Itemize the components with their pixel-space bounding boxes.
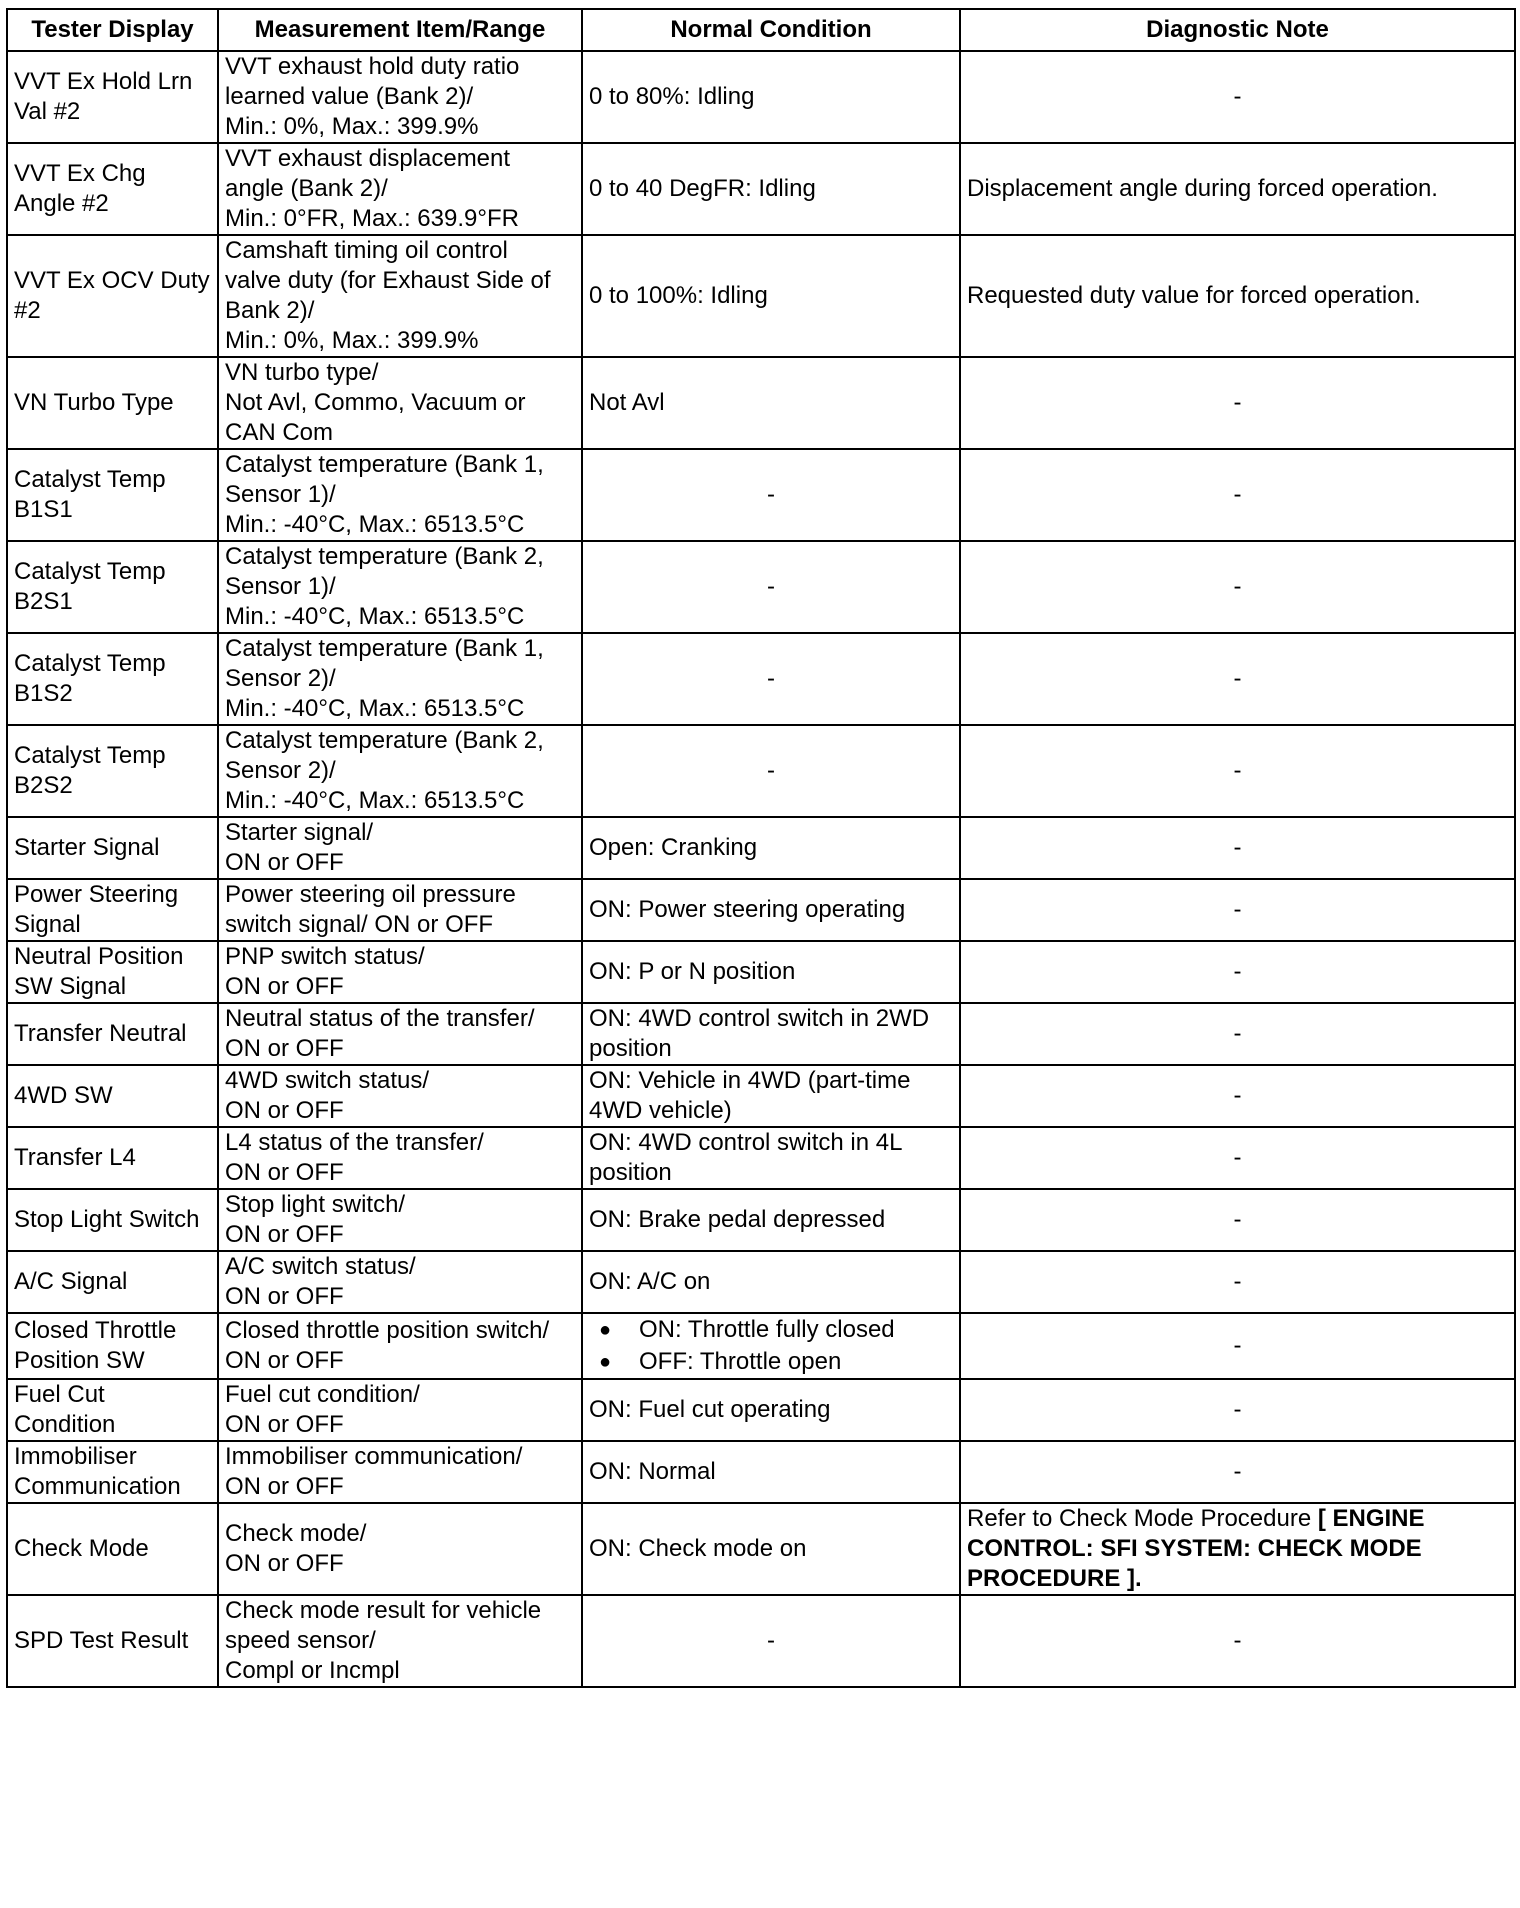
measurement-line: Power steering oil pressure [225,881,516,908]
normal-condition-cell: ON: 4WD control switch in 4L position [582,1127,960,1189]
measurement-line: Immobiliser communication/ [225,1443,523,1470]
measurement-cell [218,1441,582,1503]
measurement-line: Stop light switch/ [225,1191,406,1218]
normal-condition-cell: Not Avl [582,357,960,449]
diagnostic-note-cell: - [960,51,1515,143]
normal-condition-cell: ON: A/C on [582,1251,960,1313]
diagnostic-note-cell: Requested duty value for forced operation. [960,235,1515,357]
table-row [7,1503,1515,1595]
measurement-line: Sensor 2)/ [225,665,336,692]
measurement-line: VN turbo type/ [225,359,379,386]
measurement-line: Compl or Incmpl [225,1657,400,1684]
diagnostic-note-cell: - [960,1379,1515,1441]
measurement-line: ON or OFF [225,1347,344,1374]
measurement-line: Min.: 0°FR, Max.: 639.9°FR [225,205,519,232]
diagnostic-note-cell: Displacement angle during forced operation. [960,143,1515,235]
measurement-line: ON or OFF [225,849,344,876]
measurement-line: Neutral status of the transfer/ [225,1005,535,1032]
tester-display-cell: VVT Ex OCV Duty #2 [7,235,218,357]
measurement-line: ON or OFF [225,1473,344,1500]
tester-display-cell: SPD Test Result [7,1595,218,1687]
measurement-line: ON or OFF [225,1097,344,1124]
normal-condition-list [589,1314,953,1378]
table-row [7,633,1515,725]
diagnostic-note-cell: - [960,357,1515,449]
tester-display-cell: Immobiliser Communication [7,1441,218,1503]
measurement-line: Fuel cut condition/ [225,1381,420,1408]
measurement-line: VVT exhaust displacement [225,145,511,172]
header-row [7,9,1515,51]
tester-display-cell: Stop Light Switch [7,1189,218,1251]
diagnostic-note-cell: - [960,879,1515,941]
diagnostic-note-cell: - [960,725,1515,817]
measurement-line: learned value (Bank 2)/ [225,83,474,110]
normal-condition-cell: ON: P or N position [582,941,960,1003]
tester-display-cell: Catalyst Temp B2S2 [7,725,218,817]
tester-display-cell: VVT Ex Hold Lrn Val #2 [7,51,218,143]
bullet-item: ● OFF: Throttle open [599,1346,953,1378]
tester-display-cell: Transfer L4 [7,1127,218,1189]
diagnostic-note-cell [960,1503,1515,1595]
measurement-line: Min.: -40°C, Max.: 6513.5°C [225,695,525,722]
normal-condition-cell: ON: Power steering operating [582,879,960,941]
measurement-line: angle (Bank 2)/ [225,175,388,202]
tester-display-cell: Catalyst Temp B1S1 [7,449,218,541]
note-text: Refer to Check Mode Procedure [967,1505,1318,1532]
measurement-line: Sensor 1)/ [225,481,336,508]
measurement-line: Starter signal/ [225,819,374,846]
measurement-line: CAN Com [225,419,334,446]
diagnostic-note-cell: - [960,1313,1515,1379]
measurement-cell [218,1003,582,1065]
table-row [7,235,1515,357]
measurement-line: switch signal/ ON or OFF [225,911,494,938]
tester-display-cell: VN Turbo Type [7,357,218,449]
measurement-line: VVT exhaust hold duty ratio [225,53,520,80]
measurement-line: Min.: 0%, Max.: 399.9% [225,113,479,140]
table-row [7,1313,1515,1379]
tester-display-cell: Check Mode [7,1503,218,1595]
table-row [7,1065,1515,1127]
measurement-line: ON or OFF [225,1159,344,1186]
normal-condition-cell [582,1313,960,1379]
measurement-cell [218,1313,582,1379]
measurement-cell [218,879,582,941]
measurement-line: Catalyst temperature (Bank 2, [225,727,544,754]
measurement-line: Catalyst temperature (Bank 2, [225,543,544,570]
measurement-cell [218,235,582,357]
diagnostic-note-cell: - [960,941,1515,1003]
normal-condition-cell: ON: Check mode on [582,1503,960,1595]
diagnostic-note-cell: - [960,1065,1515,1127]
tester-display-cell: VVT Ex Chg Angle #2 [7,143,218,235]
bullet-item: ● ON: Throttle fully closed [599,1314,953,1346]
measurement-cell [218,51,582,143]
normal-condition-cell: 0 to 100%: Idling [582,235,960,357]
table-row [7,1379,1515,1441]
tester-display-cell: Fuel Cut Condition [7,1379,218,1441]
diagnostic-note-cell: - [960,817,1515,879]
normal-condition-cell: - [582,725,960,817]
measurement-cell [218,941,582,1003]
measurement-line: 4WD switch status/ [225,1067,430,1094]
measurement-cell [218,1595,582,1687]
measurement-line: Sensor 2)/ [225,757,336,784]
data-list-table [6,8,1516,1688]
diagnostic-note-cell: - [960,1127,1515,1189]
measurement-line: Camshaft timing oil control [225,237,508,264]
measurement-line: L4 status of the transfer/ [225,1129,484,1156]
table-row [7,51,1515,143]
normal-condition-cell: - [582,541,960,633]
normal-condition-cell: ON: Vehicle in 4WD (part-time 4WD vehicle) [582,1065,960,1127]
normal-condition-cell: 0 to 40 DegFR: Idling [582,143,960,235]
measurement-cell [218,633,582,725]
measurement-line: Min.: -40°C, Max.: 6513.5°C [225,511,525,538]
measurement-cell [218,817,582,879]
normal-condition-cell: ON: Fuel cut operating [582,1379,960,1441]
tester-display-cell: 4WD SW [7,1065,218,1127]
measurement-cell [218,541,582,633]
normal-condition-cell: ON: Brake pedal depressed [582,1189,960,1251]
measurement-line: ON or OFF [225,1550,344,1577]
diagnostic-note-cell: - [960,1595,1515,1687]
measurement-line: Check mode/ [225,1520,367,1547]
measurement-line: Not Avl, Commo, Vacuum or [225,389,526,416]
normal-condition-cell: - [582,449,960,541]
diagnostic-note-cell: - [960,1189,1515,1251]
table-row [7,1595,1515,1687]
normal-condition-cell: Open: Cranking [582,817,960,879]
measurement-cell [218,725,582,817]
measurement-cell [218,1503,582,1595]
tester-display-cell: Neutral Position SW Signal [7,941,218,1003]
measurement-line: ON or OFF [225,1411,344,1438]
measurement-line: ON or OFF [225,1035,344,1062]
tester-display-cell: A/C Signal [7,1251,218,1313]
diagnostic-note-cell: - [960,633,1515,725]
diagnostic-note-cell: - [960,1251,1515,1313]
measurement-cell [218,357,582,449]
tester-display-cell: Closed Throttle Position SW [7,1313,218,1379]
measurement-line: Closed throttle position switch/ [225,1317,550,1344]
measurement-line: Check mode result for vehicle [225,1597,542,1624]
measurement-line: Min.: -40°C, Max.: 6513.5°C [225,603,525,630]
normal-condition-cell: ON: Normal [582,1441,960,1503]
measurement-cell [218,1189,582,1251]
measurement-line: speed sensor/ [225,1627,376,1654]
tester-display-cell: Power Steering Signal [7,879,218,941]
table-row [7,1127,1515,1189]
measurement-line: Min.: 0%, Max.: 399.9% [225,327,479,354]
measurement-line: Bank 2)/ [225,297,315,324]
measurement-cell [218,1127,582,1189]
measurement-cell [218,449,582,541]
table-row [7,143,1515,235]
measurement-line: Min.: -40°C, Max.: 6513.5°C [225,787,525,814]
tester-display-cell: Transfer Neutral [7,1003,218,1065]
measurement-line: valve duty (for Exhaust Side of [225,267,551,294]
table-row [7,1189,1515,1251]
table-row [7,1003,1515,1065]
measurement-cell [218,143,582,235]
diagnostic-note-cell: - [960,1003,1515,1065]
measurement-cell [218,1379,582,1441]
table-row [7,357,1515,449]
diagnostic-note-cell: - [960,1441,1515,1503]
measurement-line: Catalyst temperature (Bank 1, [225,635,544,662]
normal-condition-cell: - [582,1595,960,1687]
header-normal-condition: Normal Condition [582,9,960,51]
table-row [7,879,1515,941]
measurement-line: Sensor 1)/ [225,573,336,600]
measurement-line: ON or OFF [225,973,344,1000]
normal-condition-cell: 0 to 80%: Idling [582,51,960,143]
measurement-line: Catalyst temperature (Bank 1, [225,451,544,478]
table-row [7,449,1515,541]
tester-display-cell: Catalyst Temp B1S2 [7,633,218,725]
measurement-cell [218,1065,582,1127]
normal-condition-cell: ON: 4WD control switch in 2WD position [582,1003,960,1065]
tester-display-cell: Starter Signal [7,817,218,879]
table-row [7,941,1515,1003]
header-diagnostic-note: Diagnostic Note [960,9,1515,51]
measurement-line: A/C switch status/ [225,1253,416,1280]
procedure-reference-link[interactable]: [ ENGINE CONTROL: SFI SYSTEM: CHECK MODE PROCEDURE ]. [967,1505,1425,1592]
measurement-cell [218,1251,582,1313]
table-row [7,1251,1515,1313]
measurement-line: ON or OFF [225,1221,344,1248]
table-row [7,725,1515,817]
measurement-line: ON or OFF [225,1283,344,1310]
table-row [7,541,1515,633]
tester-display-cell: Catalyst Temp B2S1 [7,541,218,633]
table-row [7,1441,1515,1503]
diagnostic-note-cell: - [960,541,1515,633]
measurement-line: PNP switch status/ [225,943,425,970]
table-row [7,817,1515,879]
diagnostic-note-cell: - [960,449,1515,541]
normal-condition-cell: - [582,633,960,725]
header-tester-display: Tester Display [7,9,218,51]
header-measurement: Measurement Item/Range [218,9,582,51]
